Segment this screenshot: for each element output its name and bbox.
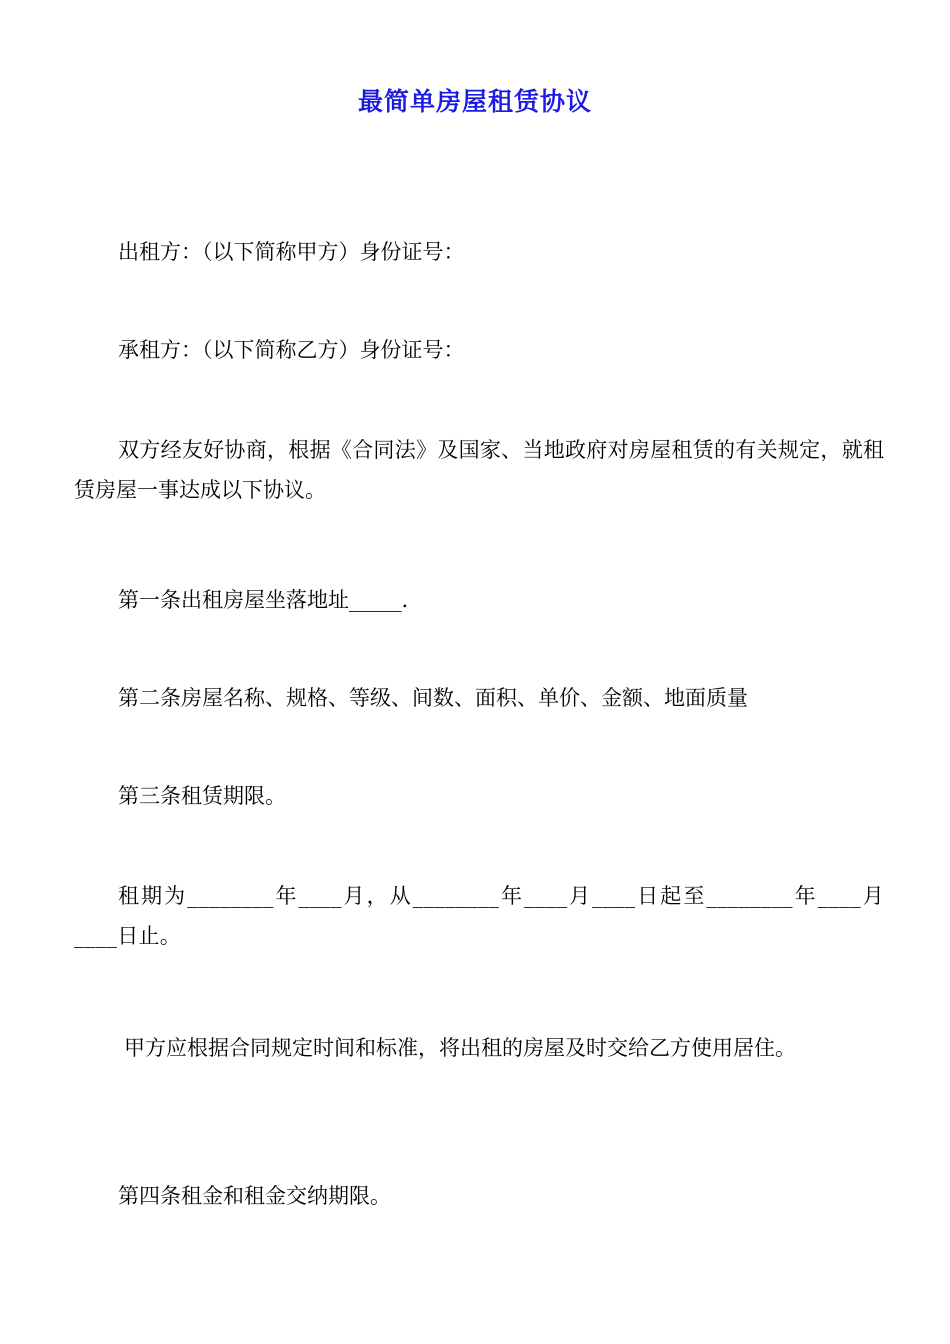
article-4: 第四条租金和租金交纳期限。 — [118, 1184, 391, 1208]
lessee-line: 承租方：（以下简称乙方）身份证号： — [118, 338, 465, 362]
intro-paragraph: 双方经友好协商，根据《合同法》及国家、当地政府对房屋租赁的有关规定，就租赁房屋一事达成以下协议。 — [74, 438, 884, 502]
article-1: 第一条出租房屋坐落地址_____. — [118, 588, 409, 612]
article-3: 第三条租赁期限。 — [118, 784, 286, 808]
lease-term-paragraph: 租期为________年____月，从________年____月____日起至________年____月____日止。 — [74, 884, 884, 948]
lessor-line: 出租方：（以下简称甲方）身份证号： — [118, 240, 465, 264]
delivery-paragraph: 甲方应根据合同规定时间和标准，将出租的房屋及时交给乙方使用居住。 — [124, 1036, 796, 1060]
document-title: 最简单房屋租赁协议 — [357, 87, 592, 116]
article-2: 第二条房屋名称、规格、等级、间数、面积、单价、金额、地面质量 — [118, 686, 748, 710]
